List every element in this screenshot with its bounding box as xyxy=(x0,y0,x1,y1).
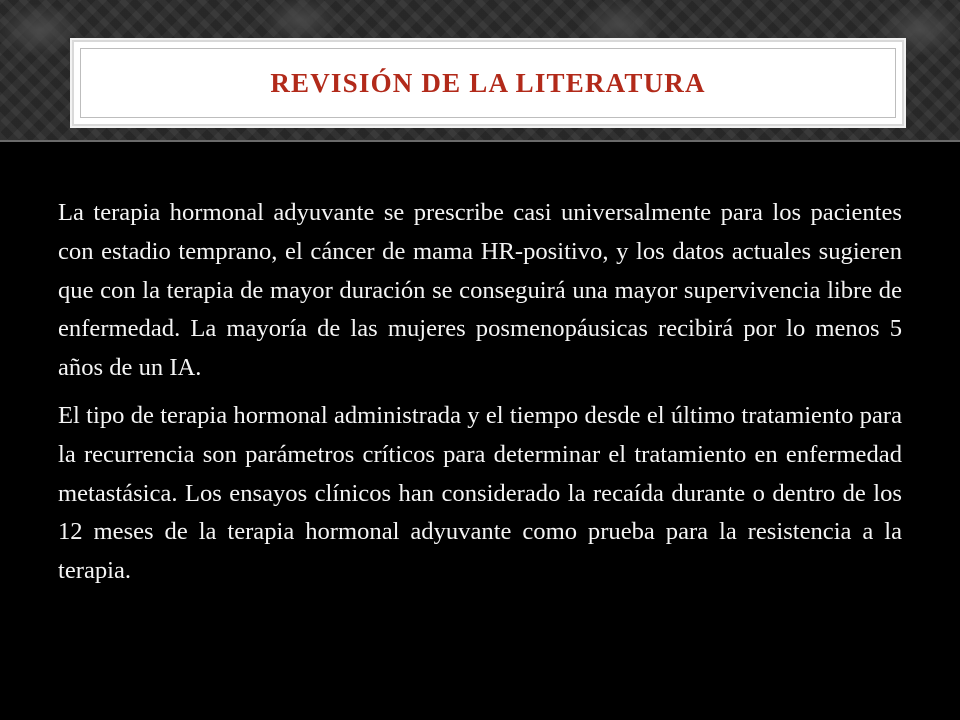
slide-title: REVISIÓN DE LA LITERATURA xyxy=(270,67,706,98)
slide-body xyxy=(58,194,902,591)
body-paragraph-1: La terapia hormonal adyuvante se prescribe casi universalmente para los pacientes con estadio temprano, el cáncer de mama HR-positivo, y los datos actuales sugieren que con la terapia de mayor duración se conseguirá una mayor supervivencia libre de enfermedad. La mayoría de las mujeres posmenopáusicas recibirá por lo menos 5 años de un IA. xyxy=(58,199,902,382)
title-box-inner xyxy=(80,48,896,118)
title-box xyxy=(72,40,904,126)
body-paragraph-2: El tipo de terapia hormonal administrada y el tiempo desde el último tratamiento para la recurrencia son parámetros críticos para determinar el tratamiento en enfermedad metastásica. Los ensayos clínicos han considerado la recaída durante o dentro de los 12 meses de la terapia hormonal adyuvante como prueba para la resistencia a la terapia. xyxy=(58,401,902,585)
